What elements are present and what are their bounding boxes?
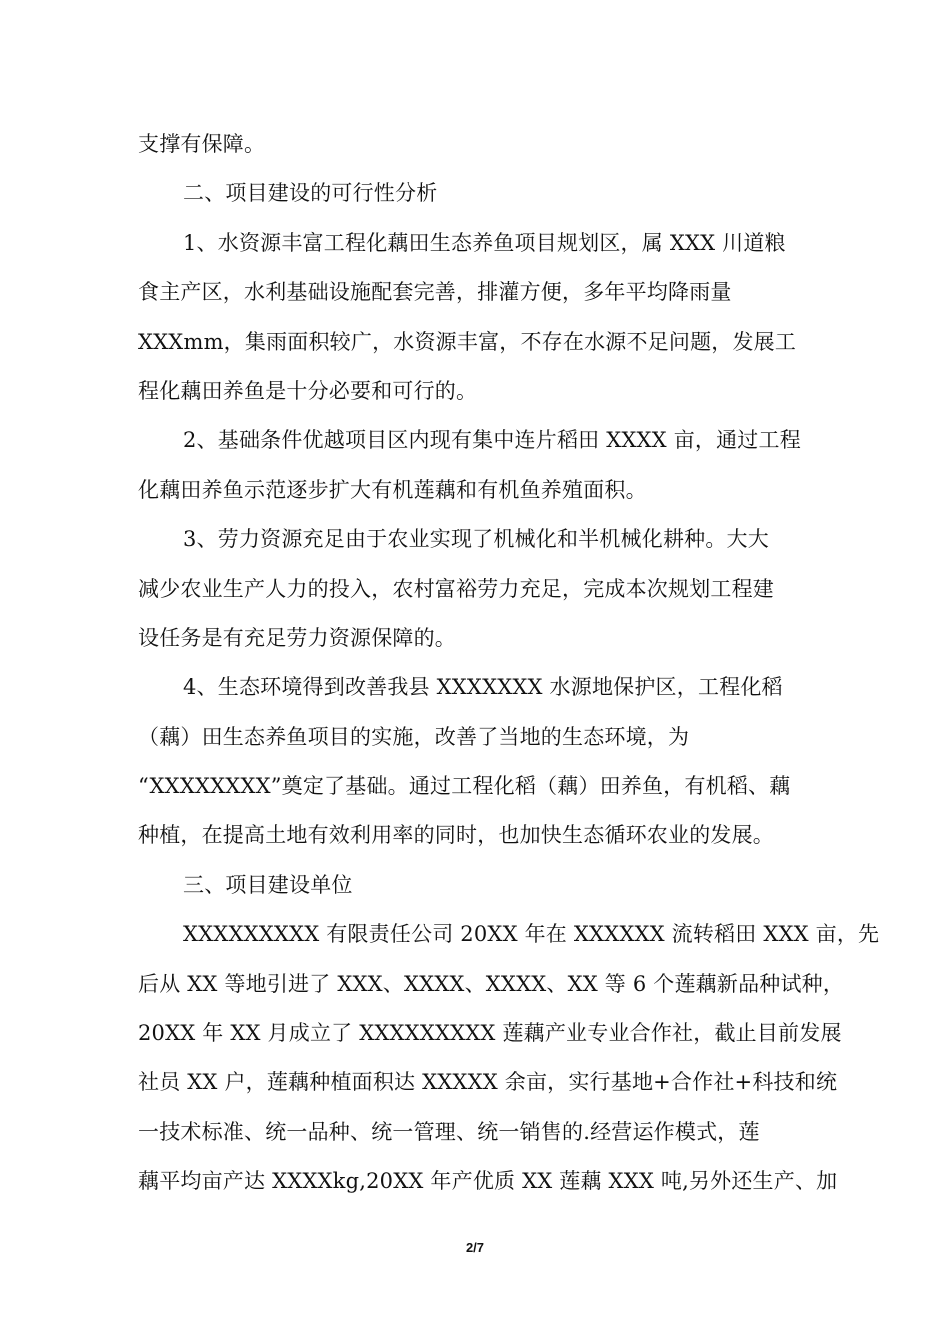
text-line: 食主产区，水利基础设施配套完善，排灌方便，多年平均降雨量 bbox=[138, 280, 732, 305]
text-line: 20XX 年 XX 月成立了 XXXXXXXXX 莲藕产业专业合作社，截止目前发展 bbox=[138, 1021, 842, 1046]
text-line: XXXmm，集雨面积较广，水资源丰富，不存在水源不足问题，发展工 bbox=[138, 329, 797, 354]
text-line: 3、劳力资源充足由于农业实现了机械化和半机械化耕种。大大 bbox=[183, 527, 769, 552]
text-line: 减少农业生产人力的投入，农村富裕劳力充足，完成本次规划工程建 bbox=[138, 576, 774, 601]
text-line: 化藕田养鱼示范逐步扩大有机莲藕和有机鱼养殖面积。 bbox=[138, 477, 647, 502]
text-line: 三、项目建设单位 bbox=[183, 872, 353, 897]
body-text bbox=[138, 126, 880, 1213]
text-line: “XXXXXXXX”奠定了基础。通过工程化稻（藕）田养鱼，有机稻、藕 bbox=[138, 774, 791, 799]
text-line: 二、项目建设的可行性分析 bbox=[183, 181, 438, 206]
text-line: 4、生态环境得到改善我县 XXXXXXX 水源地保护区，工程化稻 bbox=[183, 675, 783, 700]
text-line: 藕平均亩产达 XXXXkg,20XX 年产优质 XX 莲藕 XXX 吨,另外还生产、加 bbox=[138, 1169, 838, 1194]
text-line: 一技术标准、统一品种、统一管理、统一销售的.经营运作模式，莲 bbox=[138, 1119, 760, 1144]
text-line: 后从 XX 等地引进了 XXX、XXXX、XXXX、XX 等 6 个莲藕新品种试种， bbox=[138, 971, 845, 996]
text-line: 支撑有保障。 bbox=[138, 132, 266, 156]
text-line: 设任务是有充足劳力资源保障的。 bbox=[138, 625, 456, 650]
text-line: （藕）田生态养鱼项目的实施，改善了当地的生态环境，为 bbox=[138, 724, 690, 749]
text-line: 1、水资源丰富工程化藕田生态养鱼项目规划区，属 XXX 川道粮 bbox=[183, 230, 786, 255]
text-line: XXXXXXXXX 有限责任公司 20XX 年在 XXXXXX 流转稻田 XXX 亩，先 bbox=[183, 922, 880, 947]
text-line: 程化藕田养鱼是十分必要和可行的。 bbox=[138, 378, 478, 403]
text-line: 2、基础条件优越项目区内现有集中连片稻田 XXXX 亩，通过工程 bbox=[183, 428, 801, 453]
text-line: 种植，在提高土地有效利用率的同时，也加快生态循环农业的发展。 bbox=[138, 823, 774, 848]
page-number: 2/7 bbox=[465, 1240, 485, 1255]
text-line: 社员 XX 户，莲藕种植面积达 XXXXX 余亩，实行基地+合作社+科技和统 bbox=[138, 1070, 838, 1095]
